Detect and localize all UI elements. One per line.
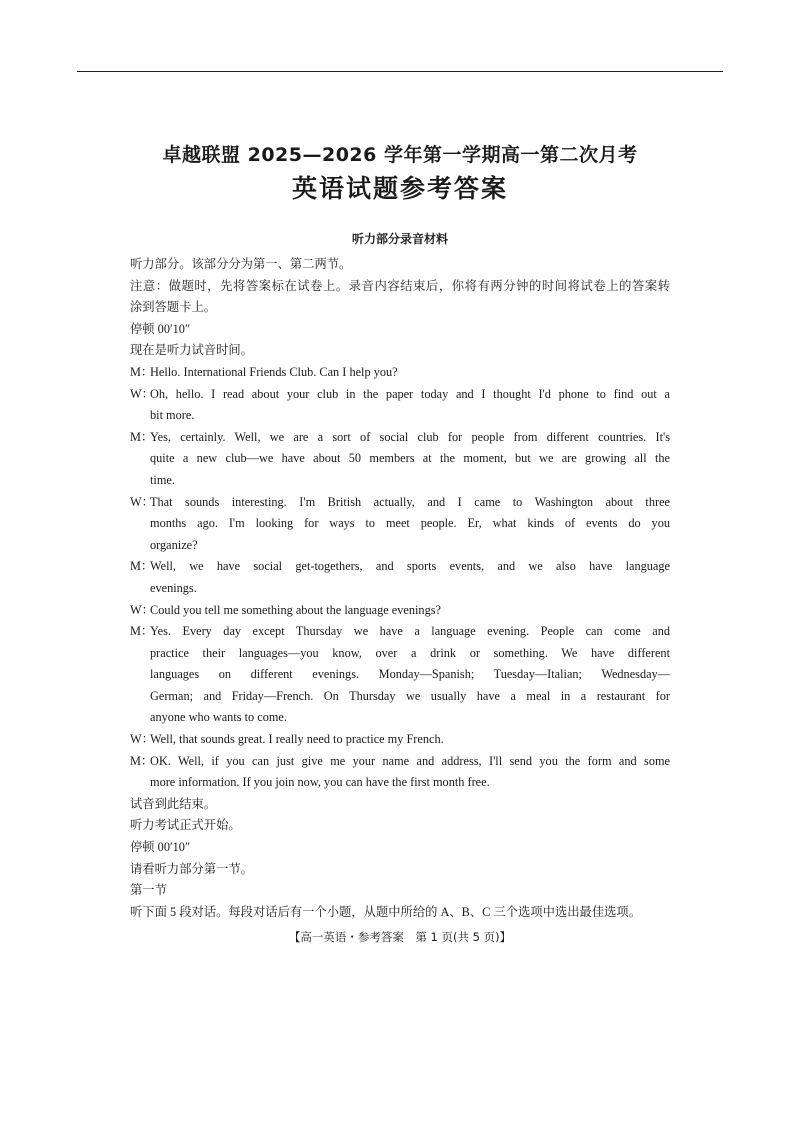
instruction-paragraph: [130, 837, 670, 859]
line-text: 停顿 00′10″: [130, 321, 191, 336]
line-text: Well, we have social get-togethers, and sports events, and we also have language: [150, 559, 670, 574]
line-text: That sounds interesting. I'm British actually, and I came to Washington about three: [150, 494, 670, 509]
line-text: 第一节: [130, 883, 167, 898]
instruction-paragraph: [130, 319, 670, 341]
text-line: [130, 448, 670, 470]
line-text: 注意：做题时，先将答案标在试卷上。录音内容结束后，你将有两分钟的时间将试卷上的答案转: [130, 278, 670, 293]
instruction-paragraph: [130, 815, 670, 837]
speaker-label: M：: [130, 559, 154, 574]
header-rule: [77, 71, 723, 72]
text-line: [130, 664, 670, 686]
line-text: 试音到此结束。: [130, 796, 217, 811]
line-text: languages on different evenings. Monday—Spanish; Tuesday—Italian; Wednesday—: [150, 667, 670, 682]
speaker-label: W：: [130, 602, 154, 617]
text-line: [130, 686, 670, 708]
line-text: organize?: [150, 537, 198, 552]
line-text: quite a new club—we have about 50 members at the moment, but we are growing all the: [150, 451, 670, 466]
line-text: practice their languages—you know, over a drink or something. We have different: [150, 645, 670, 660]
speaker-label: W：: [130, 732, 154, 747]
line-text: Yes, certainly. Well, we are a sort of social club for people from different countries. It's: [150, 429, 670, 444]
text-line: [130, 362, 670, 384]
instruction-paragraph: [130, 880, 670, 902]
text-line: [130, 513, 670, 535]
text-line: [130, 276, 670, 298]
dialogue-turn: [130, 729, 670, 751]
text-line: [130, 600, 670, 622]
section-heading: 听力部分录音材料: [351, 232, 448, 246]
text-line: [130, 405, 670, 427]
exam-title: 卓越联盟 2025—2026 学年第一学期高一第二次月考: [162, 144, 638, 166]
instruction-paragraph: [130, 276, 670, 319]
text-line: [130, 707, 670, 729]
text-line: [130, 643, 670, 665]
line-text: German; and Friday—French. On Thursday we usually have a meal in a restaurant for: [150, 688, 670, 703]
dialogue-turn: [130, 427, 670, 492]
line-text: 涂到答题卡上。: [130, 300, 217, 315]
line-text: months ago. I'm looking for ways to meet people. Er, what kinds of events do you: [150, 516, 670, 531]
dialogue-turn: [130, 492, 670, 557]
dialogue-turn: [130, 621, 670, 729]
dialogue-turn: [130, 362, 670, 384]
dialogue-turn: [130, 556, 670, 599]
text-line: [130, 535, 670, 557]
text-line: [130, 384, 670, 406]
text-line: [130, 751, 670, 773]
dialogue-turn: [130, 751, 670, 794]
speaker-label: W：: [130, 386, 154, 401]
text-line: [130, 880, 670, 902]
text-line: [130, 578, 670, 600]
line-text: 停顿 00′10″: [130, 840, 191, 855]
text-line: [130, 772, 670, 794]
text-line: [130, 254, 670, 276]
text-line: [130, 837, 670, 859]
text-line: [130, 427, 670, 449]
line-text: 听下面 5 段对话。每段对话后有一个小题，从题中所给的 A、B、C 三个选项中选出最佳选项。: [130, 904, 642, 919]
text-line: [130, 470, 670, 492]
instruction-paragraph: [130, 859, 670, 881]
speaker-label: M：: [130, 624, 154, 639]
page-content: [130, 254, 670, 945]
line-text: 听力部分。该部分分为第一、第二两节。: [130, 257, 352, 271]
text-line: [130, 859, 670, 881]
line-text: 现在是听力试音时间。: [130, 343, 253, 358]
document-title: 英语试题参考答案: [291, 174, 508, 203]
line-text: Could you tell me something about the language evenings?: [150, 602, 441, 617]
dialogue-turn: [130, 384, 670, 427]
text-line: [130, 556, 670, 578]
text-line: [130, 902, 670, 924]
line-text: Oh, hello. I read about your club in the paper today and I thought I'd phone to find out a: [150, 386, 670, 401]
text-line: [130, 492, 670, 514]
line-text: evenings.: [150, 580, 197, 595]
text-line: [130, 794, 670, 816]
line-text: anyone who wants to come.: [150, 710, 287, 725]
line-text: OK. Well, if you can just give me your name and address, I'll send you the form and some: [150, 753, 670, 768]
page-footer: 【高一英语・参考答案 第 1 页(共 5 页)】: [288, 930, 512, 945]
speaker-label: M：: [130, 753, 154, 768]
line-text: bit more.: [150, 408, 195, 423]
dialogue-turn: [130, 600, 670, 622]
text-line: [130, 319, 670, 341]
line-text: Yes. Every day except Thursday we have a language evening. People can come and: [150, 624, 670, 639]
line-text: Hello. International Friends Club. Can I help you?: [150, 364, 398, 379]
line-text: Well, that sounds great. I really need to practice my French.: [150, 732, 444, 747]
line-text: 听力考试正式开始。: [130, 818, 241, 833]
speaker-label: W：: [130, 494, 154, 509]
line-text: more information. If you join now, you can have the first month free.: [150, 775, 490, 790]
instruction-paragraph: [130, 254, 670, 276]
text-line: [130, 621, 670, 643]
instruction-paragraph: [130, 902, 670, 924]
text-line: [130, 340, 670, 362]
transcript-body: [130, 254, 670, 923]
instruction-paragraph: [130, 794, 670, 816]
text-line: [130, 729, 670, 751]
instruction-paragraph: [130, 340, 670, 362]
line-text: time.: [150, 472, 175, 487]
line-text: 请看听力部分第一节。: [130, 861, 253, 876]
text-line: [130, 815, 670, 837]
speaker-label: M：: [130, 364, 154, 379]
speaker-label: M：: [130, 429, 154, 444]
text-line: [130, 297, 670, 319]
